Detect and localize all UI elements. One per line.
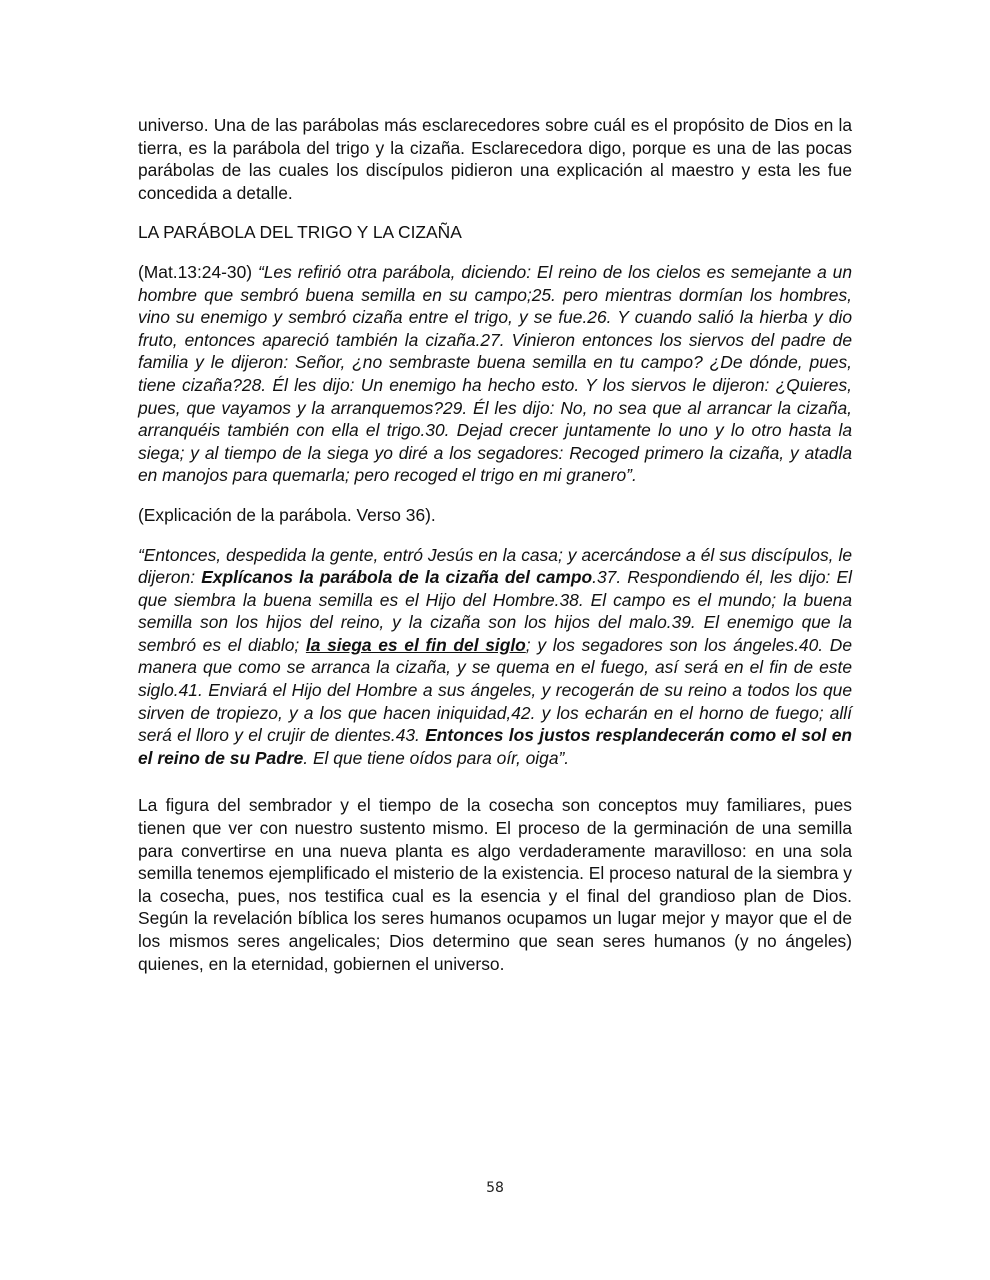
explanation-bold-1: Explícanos la parábola de la cizaña del campo — [201, 567, 593, 588]
intro-paragraph: universo. Una de las parábolas más esclarecedores sobre cuál es el propósito de Dios en la tierra, es la parábola del trigo y la cizaña. Esclarecedora digo, porque es una de las pocas parábolas de las cuales los discípulos pidieron una explicación al maestro y esta les fue concedida a detalle. — [138, 115, 852, 203]
explanation-text-1: “Entonces, despedida la gente, entró Jesús en la casa; y acercándose a él sus discípulos, le dijeron: — [138, 544, 852, 588]
page-body — [138, 114, 852, 975]
parable-reference: (Mat.13:24-30) — [138, 261, 258, 282]
explanation-bold-underline: la siega es el fin del siglo — [305, 634, 526, 655]
parable-paragraph — [138, 261, 852, 487]
explanation-paragraph — [138, 544, 852, 770]
explanation-text-4: . El que tiene oídos para oír, oiga”. — [303, 747, 570, 768]
explanation-text-3: ; y los segadores son los ángeles.40. De manera que como se arranca la cizaña, y se quema en el fuego, así será en el fin de este siglo.41. Enviará el Hijo del Hombre a sus ángeles, y recogerán de su reino a todos los que sirven de tropiezo, y a los que hacen iniquidad,42. y los echarán en el horno de fuego; allí será el lloro y el crujir de dientes.43. — [138, 634, 853, 746]
explanation-bold-2: Entonces los justos resplandecerán como el sol en el reino de su Padre — [138, 725, 852, 768]
final-paragraph: La figura del sembrador y el tiempo de la cosecha son conceptos muy familiares, pues tienen que ver con nuestro sustento mismo. El proceso de la germinación de una semilla para convertirse en una nueva planta es algo verdaderamente maravilloso: en una sola semilla tenemos ejemplificado el misterio de la existencia. El proceso natural de la siembra y la cosecha, pues, nos testifica cual es la esencia y el final del grandioso plan de Dios. Según la revelación bíblica los seres humanos ocupamos un lugar mejor y mayor que el de los mismos seres angelicales; Dios determino que sean seres humanos (y no ángeles) quienes, en la eternidad, gobiernen el universo. — [138, 795, 852, 974]
explanation-reference: (Explicación de la parábola. Verso 36). — [138, 504, 436, 525]
parable-quote: “Les refirió otra parábola, diciendo: El reino de los cielos es semejante a un hombre que sembró buena semilla en su campo;25. pero mientras dormían los hombres, vino su enemigo y sembró cizaña entre el trigo, y se fue.26. Y cuando salió la hierba y dio fruto, entonces apareció también la cizaña.27. Vinieron entonces los siervos del padre de familia y le dijeron: Señor, ¿no sembraste buena semilla en tu campo? ¿De dónde, pues, tiene cizaña?28. Él les dijo: Un enemigo ha hecho esto. Y los siervos le dijeron: ¿Quieres, pues, que vayamos y la arranquemos?29. Él les dijo: No, no sea que al arrancar la cizaña, arranquéis también con ella el trigo.30. Dejad crecer juntamente lo uno y lo otro hasta la siega; y al tiempo de la siega yo diré a los segadores: Recoged primero la cizaña, y atadla en manojos para quemarla; pero recoged el trigo en mi granero”. — [138, 261, 852, 486]
section-heading: LA PARÁBOLA DEL TRIGO Y LA CIZAÑA — [138, 222, 462, 243]
explanation-text-2: .37. Respondiendo él, les dijo: El que siembra la buena semilla es el Hijo del Hombre.38. El campo es el mundo; la buena semilla son los hijos del reino, y la cizaña son los hijos del malo.39. El enemigo que la sembró es el diablo; — [138, 567, 852, 655]
page-number: 58 — [486, 1180, 504, 1196]
